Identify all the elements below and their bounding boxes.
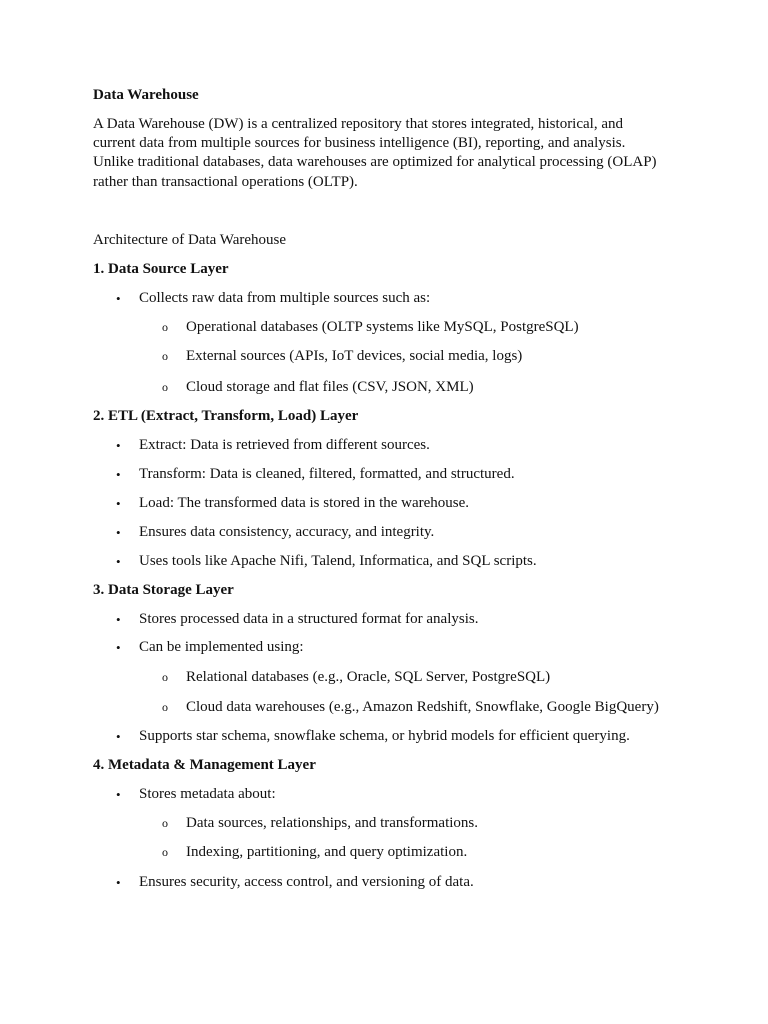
sub-list-item: External sources (APIs, IoT devices, social media, logs) [186, 348, 523, 364]
sub-list-item: Indexing, partitioning, and query optimization. [186, 844, 468, 860]
bullet-icon: • [116, 496, 121, 511]
sub-list-item: Data sources, relationships, and transformations. [186, 815, 479, 831]
list-item: Extract: Data is retrieved from different sources. [139, 437, 430, 453]
list-item: Load: The transformed data is stored in the warehouse. [139, 495, 470, 511]
list-item: Uses tools like Apache Nifi, Talend, Informatica, and SQL scripts. [139, 553, 537, 569]
circle-bullet-icon: o [162, 380, 168, 394]
bullet-icon: • [116, 438, 121, 453]
bullet-icon: • [116, 525, 121, 540]
list-item: Ensures security, access control, and versioning of data. [139, 874, 474, 890]
intro-line: rather than transactional operations (OLTP). [93, 174, 358, 190]
list-item: Can be implemented using: [139, 639, 304, 655]
architecture-heading: Architecture of Data Warehouse [93, 232, 287, 248]
bullet-icon: • [116, 554, 121, 569]
section-heading: 3. Data Storage Layer [93, 582, 234, 598]
intro-line: Unlike traditional databases, data warehouses are optimized for analytical processing (OLAP) [93, 154, 657, 170]
list-item: Ensures data consistency, accuracy, and integrity. [139, 524, 435, 540]
section-heading: 4. Metadata & Management Layer [93, 757, 316, 773]
section-heading: 2. ETL (Extract, Transform, Load) Layer [93, 408, 359, 424]
bullet-icon: • [116, 729, 121, 744]
list-item: Stores metadata about: [139, 786, 276, 802]
circle-bullet-icon: o [162, 845, 168, 859]
circle-bullet-icon: o [162, 700, 168, 714]
bullet-icon: • [116, 291, 121, 306]
document-title: Data Warehouse [93, 87, 199, 103]
bullet-icon: • [116, 640, 121, 655]
intro-line: A Data Warehouse (DW) is a centralized repository that stores integrated, historical, and [93, 116, 623, 132]
sub-list-item: Cloud storage and flat files (CSV, JSON, XML) [186, 379, 474, 395]
sub-list-item: Relational databases (e.g., Oracle, SQL Server, PostgreSQL) [186, 669, 551, 685]
bullet-icon: • [116, 787, 121, 802]
list-item: Supports star schema, snowflake schema, or hybrid models for efficient querying. [139, 728, 630, 744]
list-item: Transform: Data is cleaned, filtered, formatted, and structured. [139, 466, 515, 482]
bullet-icon: • [116, 467, 121, 482]
list-item: Collects raw data from multiple sources such as: [139, 290, 431, 306]
circle-bullet-icon: o [162, 320, 168, 334]
circle-bullet-icon: o [162, 349, 168, 363]
section-heading: 1. Data Source Layer [93, 261, 229, 277]
bullet-icon: • [116, 875, 121, 890]
sub-list-item: Cloud data warehouses (e.g., Amazon Redshift, Snowflake, Google BigQuery) [186, 699, 659, 715]
sub-list-item: Operational databases (OLTP systems like MySQL, PostgreSQL) [186, 319, 579, 335]
bullet-icon: • [116, 612, 121, 627]
intro-line: current data from multiple sources for business intelligence (BI), reporting, and analysis. [93, 135, 626, 151]
circle-bullet-icon: o [162, 670, 168, 684]
list-item: Stores processed data in a structured format for analysis. [139, 611, 479, 627]
circle-bullet-icon: o [162, 816, 168, 830]
